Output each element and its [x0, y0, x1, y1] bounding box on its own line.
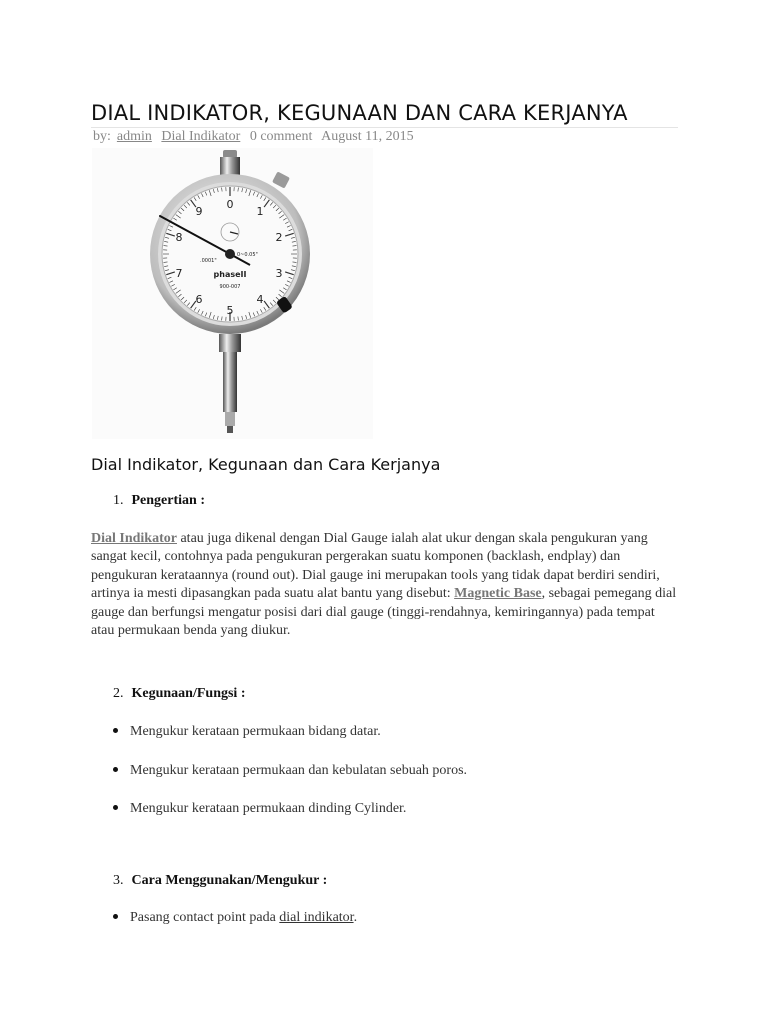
post-date: August 11, 2015: [321, 129, 414, 144]
section-number: 2.: [113, 686, 124, 701]
bullet-icon: [113, 728, 118, 733]
author-link[interactable]: admin: [116, 129, 152, 144]
title-divider: [91, 127, 678, 128]
by-label: by:: [93, 129, 111, 144]
dial-numeral-5: 5: [226, 304, 234, 317]
section-heading-1: [113, 493, 205, 509]
dial-numeral-8: 8: [175, 231, 183, 244]
section-heading-text: Kegunaan/Fungsi :: [131, 686, 246, 701]
list-item-text: Mengukur kerataan permukaan bidang datar.: [130, 724, 381, 739]
list-item-suffix: .: [353, 910, 358, 925]
dial-numeral-0: 0: [226, 198, 234, 211]
section-number: 3.: [113, 873, 124, 888]
list-item-text: Pasang contact point pada: [130, 910, 280, 925]
dial-numeral-7: 7: [175, 267, 183, 280]
dial-numeral-6: 6: [195, 293, 203, 306]
bullet-icon: [113, 805, 118, 810]
dial-indicator-photo: [92, 148, 373, 439]
dial-indicator-illustration: [92, 148, 373, 439]
list-item: [113, 910, 357, 926]
model-label: 900-007: [219, 284, 241, 290]
paragraph-text-1: atau juga dikenal dengan Dial Gauge ialah alat ukur dengan skala pengukuran yang sangat kecil, contohnya pada pengukuran pergerakan suatu komponen (backlash, endplay) dan pengukuran kerataannya (round out). Dial gauge ini merupakan tools yang tidak dapat berdiri sendiri, artinya ia mesti dipasangkan pada suatu alat bantu yang disebut:: [91, 531, 660, 602]
dial-numeral-4: 4: [256, 293, 264, 306]
section-heading-text: Cara Menggunakan/Mengukur :: [131, 873, 328, 888]
resolution-label: .0001": [200, 258, 217, 264]
article-title: DIAL INDIKATOR, KEGUNAAN DAN CARA KERJANYA: [91, 101, 628, 125]
list-item-text: Mengukur kerataan permukaan dan kebulatan sebuah poros.: [130, 763, 468, 778]
section-heading-text: Pengertian :: [131, 493, 205, 508]
dial-indikator-link[interactable]: Dial Indikator: [91, 531, 177, 546]
comment-count: 0 comment: [249, 129, 313, 144]
article-meta: [93, 129, 420, 145]
definition-paragraph: [91, 530, 681, 640]
section-number: 1.: [113, 493, 124, 508]
range-label: 0~0.05": [237, 252, 258, 258]
dial-numeral-3: 3: [275, 267, 283, 280]
category-link[interactable]: Dial Indikator: [161, 129, 241, 144]
dial-numeral-1: 1: [256, 205, 264, 218]
section-heading-3: [113, 873, 327, 889]
bullet-icon: [113, 914, 118, 919]
paragraph-text-2: , sebagai pemegang dial gauge dan berfungsi mengatur posisi dari dial gauge (tinggi-rendahnya, kemiringannya) pada tempat atau permukaan benda yang diukur.: [91, 586, 677, 639]
dial-numeral-2: 2: [275, 231, 283, 244]
article-subtitle: Dial Indikator, Kegunaan dan Cara Kerjanya: [91, 455, 441, 474]
list-item-text: Mengukur kerataan permukaan dinding Cylinder.: [130, 801, 407, 816]
dial-numeral-9: 9: [195, 205, 203, 218]
list-item: [113, 801, 406, 817]
brand-label: phaseII: [213, 270, 247, 279]
magnetic-base-link[interactable]: Magnetic Base: [454, 586, 542, 602]
list-item: [113, 763, 467, 779]
dial-indikator-inline-link[interactable]: dial indikator: [279, 910, 354, 925]
bullet-icon: [113, 767, 118, 772]
list-item: [113, 724, 381, 740]
section-heading-2: [113, 686, 245, 702]
